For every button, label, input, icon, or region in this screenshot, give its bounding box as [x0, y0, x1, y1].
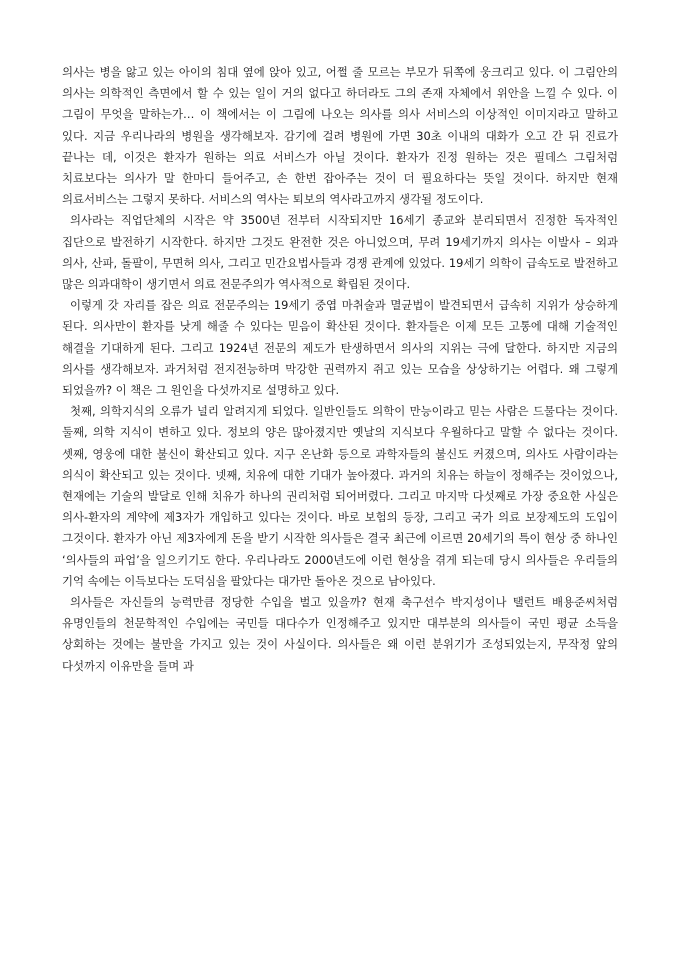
document-page [62, 62, 618, 677]
paragraph-3: 이렇게 갓 자리를 잡은 의료 전문주의는 19세기 중엽 마취술과 멸균법이 발견되면서 급속히 지위가 상승하게 된다. 의사만이 환자를 낫게 해줄 수 있다는 믿음이 확산된 것이다. 환자들은 이제 모든 고통에 대해 기술적인 해결을 기대하게 된다. 그리고 1924년 전문의 제도가 탄생하면서 의사의 지위는 극에 달한다. 하지만 지금의 의사를 생각해보자. 과거처럼 전지전능하며 막강한 권력까지 쥐고 있는 모습을 상상하기는 어렵다. 왜 그렇게 되었을까? 이 책은 그 원인을 다섯까지로 설명하고 있다. [62, 298, 618, 398]
paragraph-2: 의사라는 직업단체의 시작은 약 3500년 전부터 시작되지만 16세기 종교와 분리되면서 진정한 독자적인 집단으로 발전하기 시작한다. 하지만 그것도 완전한 것은 아니었으며, 무려 19세기까지 의사는 이발사 – 외과 의사, 산파, 돌팔이, 무면허 의사, 그리고 민간요법사들과 경쟁 관계에 있었다. 19세기 의학이 급속도로 발전하고 많은 의과대학이 생기면서 의료 전문주의가 역사적으로 확립된 것이다. [62, 213, 618, 292]
paragraph-1: 의사는 병을 앓고 있는 아이의 침대 옆에 앉아 있고, 어쩔 줄 모르는 부모가 뒤쪽에 웅크리고 있다. 이 그림안의 의사는 의학적인 측면에서 할 수 있는 일이 거의 없다고 하더라도 그의 존재 자체에서 위안을 느낄 수 있다. 이 그림이 무엇을 말하는가… 이 책에서는 이 그림에 나오는 의사를 의사 서비스의 이상적인 이미지라고 말하고 있다. 지금 우리나라의 병원을 생각해보자. 감기에 걸려 병원에 가면 30초 이내의 대화가 오고 간 뒤 진료가 끝나는 데, 이것은 환자가 원하는 의료 서비스가 아닐 것이다. 환자가 진정 원하는 것은 필데스 그림처럼 치료보다는 의사가 말 한마디 들어주고, 손 한번 잡아주는 것이 더 필요하다는 뜻일 것이다. 하지만 현재 의료서비스는 그렇지 못하다. 서비스의 역사는 퇴보의 역사라고까지 생각될 정도이다. [62, 65, 618, 207]
paragraph-4: 첫째, 의학지식의 오류가 널리 알려지게 되었다. 일반인들도 의학이 만능이라고 믿는 사람은 드물다는 것이다. 둘째, 의학 지식이 변하고 있다. 정보의 양은 많아졌지만 옛날의 지식보다 우월하다고 말할 수 없다는 것이다. 셋째, 영웅에 대한 불신이 확산되고 있다. 지구 온난화 등으로 과학자들의 불신도 커졌으며, 의사도 사람이라는 의식이 확산되고 있는 것이다. 넷째, 치유에 대한 기대가 높아졌다. 과거의 치유는 하늘이 정해주는 것이었으나, 현재에는 기술의 발달로 인해 치유가 하나의 권리처럼 되어버렸다. 그리고 마지막 다섯째로 가장 중요한 사실은 의사-환자의 계약에 제3자가 개입하고 있다는 것이다. 바로 보험의 등장, 그리고 국가 의료 보장제도의 도입이 그것이다. 환자가 아닌 제3자에게 돈을 받기 시작한 의사들은 결국 최근에 이르면 20세기의 특이 현상 중 하나인 ‘의사들의 파업’을 일으키기도 한다. 우리나라도 2000년도에 이런 현상을 겪게 되는데 당시 의사들은 우리들의 기억 속에는 이득보다는 도덕심을 팔았다는 대가만 돌아온 것으로 남아있다. [62, 404, 618, 588]
paragraph-5: 의사들은 자신들의 능력만큼 정당한 수입을 벌고 있을까? 현재 축구선수 박지성이나 탤런트 배용준씨처럼 유명인들의 천문학적인 수입에는 국민들 대다수가 인정해주고 있지만 대부분의 의사들이 국민 평균 소득을 상회하는 것에는 불만을 가지고 있는 것이 사실이다. 의사들은 왜 이런 분위기가 조성되었는지, 무작정 앞의 다섯까지 이유만을 들며 과 [62, 595, 618, 673]
